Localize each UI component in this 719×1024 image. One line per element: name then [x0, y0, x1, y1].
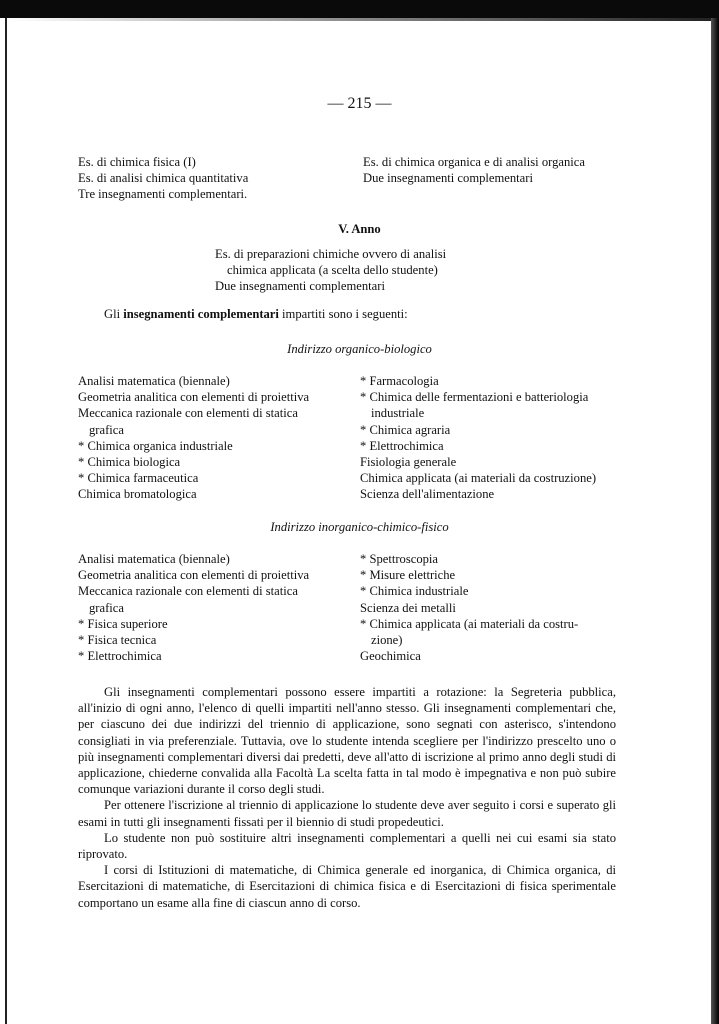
- course-item: Geometria analitica con elementi di proiettiva: [78, 390, 310, 405]
- course-item: * Elettrochimica: [78, 649, 162, 664]
- subsection-title-organic: Indirizzo organico-biologico: [287, 342, 432, 356]
- course-item: * Elettrochimica: [360, 438, 444, 453]
- section-heading-fifth-year: V. Anno: [338, 222, 381, 236]
- course-line: Es. di analisi chimica quantitativa: [78, 171, 249, 186]
- paragraph: Lo studente non può sostituire altri insegnamenti complementari a quelli nei cui esami sia stato riprovato.: [78, 830, 616, 862]
- course-line: Es. di chimica organica e di analisi organica: [363, 155, 585, 169]
- course-item: industriale: [371, 406, 425, 421]
- fourth-year-left-column: [78, 154, 248, 203]
- intro-text: impartiti sono i seguenti:: [278, 307, 408, 321]
- page-number: — 215 —: [327, 95, 392, 112]
- course-line: Due insegnamenti complementari: [215, 279, 385, 294]
- course-item: * Chimica agraria: [360, 422, 451, 437]
- course-item: * Fisica tecnica: [78, 633, 157, 648]
- fourth-year-right-column: [363, 154, 585, 186]
- course-item: * Chimica biologica: [78, 455, 181, 470]
- course-item: Scienza dell'alimentazione: [360, 487, 495, 502]
- course-item: Geometria analitica con elementi di proiettiva: [78, 568, 310, 583]
- course-line: Es. di preparazioni chimiche ovvero di analisi: [215, 247, 447, 261]
- course-item: grafica: [89, 422, 124, 437]
- course-item: * Misure elettriche: [360, 568, 456, 583]
- course-item: grafica: [89, 600, 124, 615]
- course-item: Geochimica: [360, 649, 421, 664]
- inorganic-right-column: [360, 551, 578, 664]
- course-item: * Chimica organica industriale: [78, 438, 233, 453]
- course-item: zione): [371, 633, 403, 648]
- course-item: * Chimica applicata (ai materiali da costru-: [360, 616, 579, 631]
- course-item: Meccanica razionale con elementi di statica: [78, 584, 298, 599]
- inorganic-left-column: [78, 551, 309, 664]
- course-item: * Chimica delle fermentazioni e batteriologia: [360, 390, 589, 405]
- course-line: chimica applicata (a scelta dello studente): [227, 263, 438, 278]
- fifth-year-block: [215, 246, 446, 295]
- course-item: Analisi matematica (biennale): [78, 552, 230, 566]
- course-item: Analisi matematica (biennale): [78, 374, 230, 388]
- course-item: Meccanica razionale con elementi di statica: [78, 406, 298, 421]
- intro-sentence: [104, 306, 408, 322]
- body-text: [78, 684, 616, 911]
- course-item: Chimica applicata (ai materiali da costruzione): [360, 471, 597, 486]
- course-item: * Spettroscopia: [360, 552, 438, 566]
- course-item: Fisiologia generale: [360, 455, 457, 470]
- course-item: Chimica bromatologica: [78, 487, 197, 502]
- course-line: Es. di chimica fisica (I): [78, 155, 196, 169]
- course-item: * Fisica superiore: [78, 616, 168, 631]
- course-item: Scienza dei metalli: [360, 600, 456, 615]
- organic-left-column: [78, 373, 309, 503]
- course-item: * Chimica farmaceutica: [78, 471, 199, 486]
- intro-bold-text: insegnamenti complementari: [123, 307, 279, 321]
- course-item: * Chimica industriale: [360, 584, 469, 599]
- paragraph: I corsi di Istituzioni di matematiche, di Chimica generale ed inorganica, di Chimica organica, di Esercitazioni di matematiche, di Esercitazioni di chimica fisica e di Esercitazioni di fisica sperimentale comportano un esame alla fine di ciascun anno di corso.: [78, 863, 616, 910]
- paragraph: Per ottenere l'iscrizione al triennio di applicazione lo studente deve aver seguito i corsi e superato gli esami in tutti gli insegnamenti fissati per il biennio di studi propedeutici.: [78, 798, 616, 829]
- course-line: Due insegnamenti complementari: [363, 171, 533, 186]
- intro-text: Gli: [104, 307, 124, 321]
- course-line: Tre insegnamenti complementari.: [78, 187, 248, 202]
- course-item: * Farmacologia: [360, 374, 439, 388]
- paragraph: Gli insegnamenti complementari possono essere impartiti a rotazione: la Segreteria pubblica, all'inizio di ogni anno, l'elenco di quelli impartiti nell'anno stesso. Gli insegnamenti complementari che, per ciascuno dei due indirizzi del triennio di applicazione, sono segnati con asterisco, s'intendono consigliati in via preferenziale. Tuttavia, ove lo studente intenda scegliere per l'indirizzo prescelto uno o più insegnamenti complementari diversi dai predetti, deve all'atto di iscrizione al primo anno degli studi di applicazione, chiederne convalida alla Facoltà La scelta fatta in tal modo è impegnativa e non può subire comunque variazioni durante il corso degli studi.: [78, 685, 616, 797]
- organic-right-column: [360, 373, 596, 503]
- subsection-title-inorganic: Indirizzo inorganico-chimico-fisico: [270, 520, 449, 534]
